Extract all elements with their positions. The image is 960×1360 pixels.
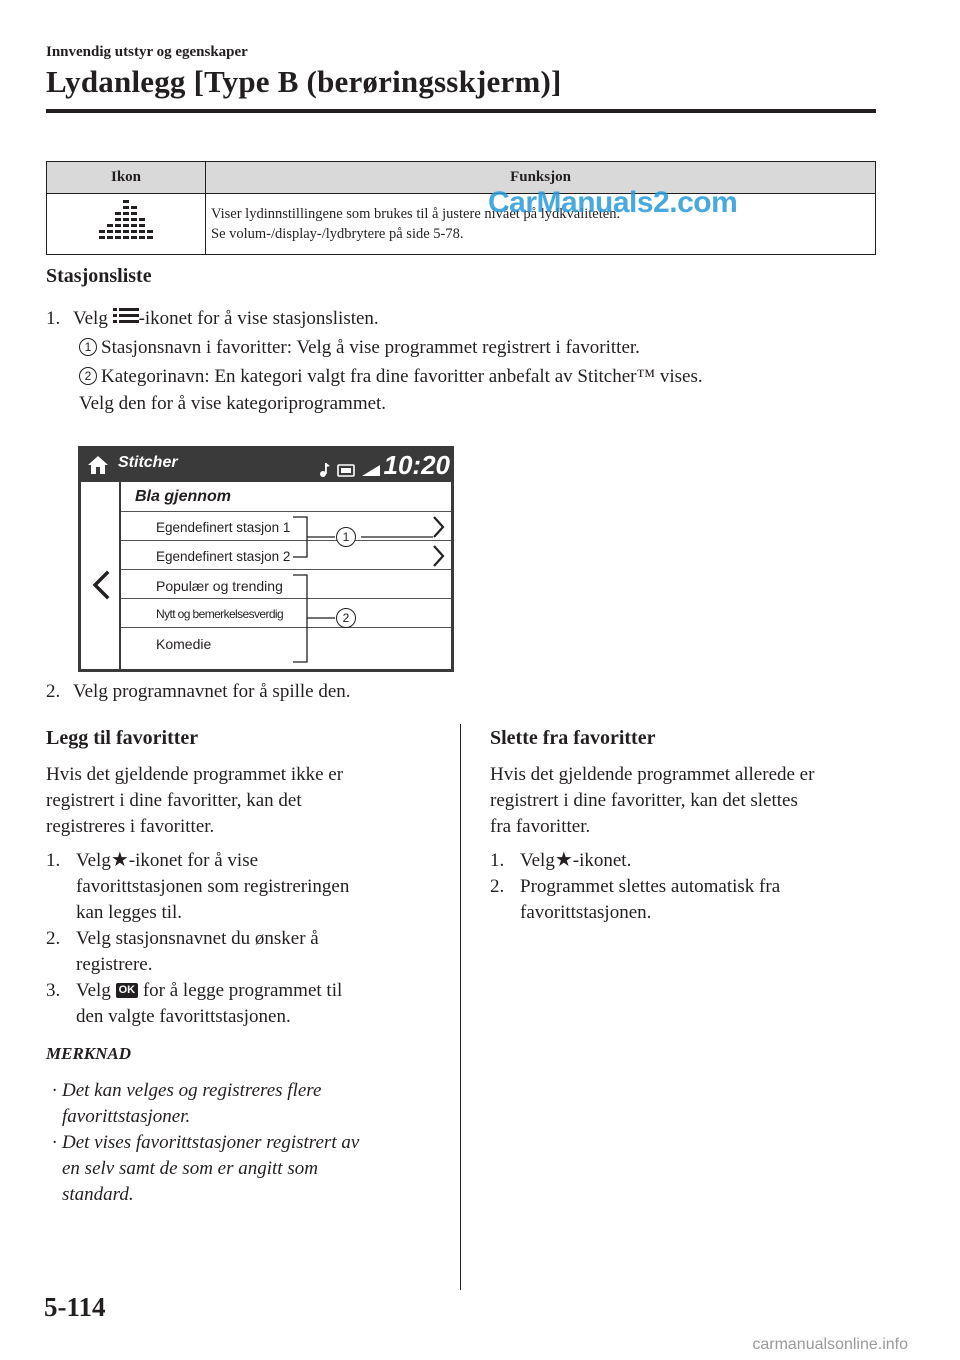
equalizer-icon [99,198,153,244]
step-text-post: -ikonet for å vise stasjonslisten. [138,308,379,329]
legg-til-intro-3: registreres i favoritter. [46,816,215,837]
slette-heading: Slette fra favoritter [490,727,656,749]
home-icon [87,454,109,476]
callout-number-1: 1 [79,338,97,356]
list-item-comedy[interactable]: Komedie [156,636,212,652]
step-text-pre: Velg [76,850,111,871]
slette-section [490,727,930,926]
note-line1: Det kan velges og registreres flere [62,1080,322,1101]
page-number: 5-114 [44,1292,106,1322]
step-text-line2: registrere. [76,954,153,975]
step-text-line2: den valgte favorittstasjonen. [76,1006,291,1027]
step-number: 1. [490,850,505,871]
stasjonsliste-sub-2 [79,364,899,390]
list-item-station-1[interactable]: Egendefinert stasjon 1 [156,520,291,535]
browse-heading: Bla gjennom [135,488,232,505]
step-text-post: for å legge programmet til [142,980,343,1001]
slette-step-1 [490,848,930,874]
icon-function-table [46,161,876,255]
list-item-new[interactable]: Nytt og bemerkelsesverdig [156,607,284,621]
screen-header [78,446,454,482]
screen-callout-1: 1 [336,527,356,547]
column-header-function: Funksjon [206,162,876,194]
stasjonsliste-sub-2-cont: Velg den for å vise kategoriprogrammet. [79,393,387,414]
step-text-line1: Velg stasjonsnavnet du ønsker å [76,928,319,949]
list-item-popular[interactable]: Populær og trending [156,578,283,594]
stasjonsliste-heading: Stasjonsliste [46,265,152,287]
sub-text: Velg å vise programmet registrert i favoritter. [296,337,640,358]
status-icons [318,461,382,479]
note-line2: favorittstasjoner. [62,1106,191,1127]
legg-til-intro-2: registrert i dine favoritter, kan det [46,790,302,811]
slette-step-2 [490,874,930,926]
step-number: 2. [490,876,505,897]
slette-intro-2: registrert i dine favoritter, kan det slettes [490,790,798,811]
step-number: 3. [46,980,61,1001]
note-line1: Det vises favorittstasjoner registrert av [62,1132,360,1153]
note-line2: en selv samt de som er angitt som [62,1158,318,1179]
page-title: Lydanlegg [Type B (berøringsskjerm)] [46,64,562,99]
stitcher-screen [78,446,454,672]
screen-body [81,482,451,669]
callout-lines [121,482,451,669]
screen-callout-2: 2 [336,608,356,628]
back-pane[interactable] [81,482,121,669]
step-text: Velg programnavnet for å spille den. [73,681,351,702]
step-text-pre: Velg [520,850,555,871]
screen-app-title: Stitcher [118,454,178,471]
ok-button-icon: OK [116,983,139,998]
legg-til-step-2 [46,926,446,978]
merknad-heading: MERKNAD [46,1044,132,1063]
step-number: 1. [46,850,61,871]
column-divider [460,724,461,1290]
function-text-line2: Se volum-/display-/lydbrytere på side 5-78. [211,226,464,242]
step-text-post: -ikonet for å vise [128,850,259,871]
slette-intro-3: fra favoritter. [490,816,591,837]
function-text-line1: Viser lydinnstillingene som brukes til å justere nivået på lydkvaliteten. [211,206,621,222]
bullet-icon: · [52,1132,57,1153]
list-item-station-2[interactable]: Egendefinert stasjon 2 [156,549,291,564]
step-text-pre: Velg [73,308,108,329]
screen-clock: 10:20 [383,450,450,480]
slette-intro-1: Hvis det gjeldende programmet allerede er [490,764,815,785]
step-text-line3: kan legges til. [76,902,183,923]
section-label: Innvendig utstyr og egenskaper [46,44,248,60]
table-row [47,194,876,255]
list-icon [113,307,139,325]
note-line3: standard. [62,1184,134,1205]
callout-number-2: 2 [79,367,97,385]
legg-til-step-1 [46,848,446,926]
legg-til-intro-1: Hvis det gjeldende programmet ikke er [46,764,344,785]
footer-site: carmanualsonline.info [752,1336,908,1353]
star-icon: ★ [554,849,573,871]
stasjonsliste-sub-1 [79,335,879,361]
sub-label: Stasjonsnavn i favoritter: [101,337,293,358]
stasjonsliste-step-2 [46,679,846,705]
step-text-line2: favorittstasjonen som registreringen [76,876,350,897]
step-text-line1: Programmet slettes automatisk fra [520,876,781,897]
stasjonsliste-step-1 [46,306,846,332]
legg-til-step-3 [46,978,446,1030]
step-number: 2. [46,681,61,702]
watermark: CarManuals2.com [488,186,738,219]
sub-text: En kategori valgt fra dine favoritter anbefalt av Stitcher™ vises. [214,366,703,387]
step-text-line2: favorittstasjonen. [520,902,652,923]
title-divider [46,109,876,113]
sub-label: Kategorinavn: [101,366,210,387]
step-text-pre: Velg [76,980,111,1001]
browse-list [121,482,451,669]
legg-til-heading: Legg til favoritter [46,727,199,749]
merknad-bullet-1 [46,1078,446,1130]
bullet-icon: · [52,1080,57,1101]
column-header-icon: Ikon [47,162,206,194]
step-number: 2. [46,928,61,949]
star-icon: ★ [110,849,129,871]
table-header-row [47,162,876,194]
back-arrow-icon[interactable] [89,570,111,600]
icon-cell [47,194,206,255]
step-number: 1. [46,308,61,329]
merknad-bullet-2 [46,1130,446,1208]
step-text-post: -ikonet. [572,850,632,871]
legg-til-section [46,727,446,1208]
